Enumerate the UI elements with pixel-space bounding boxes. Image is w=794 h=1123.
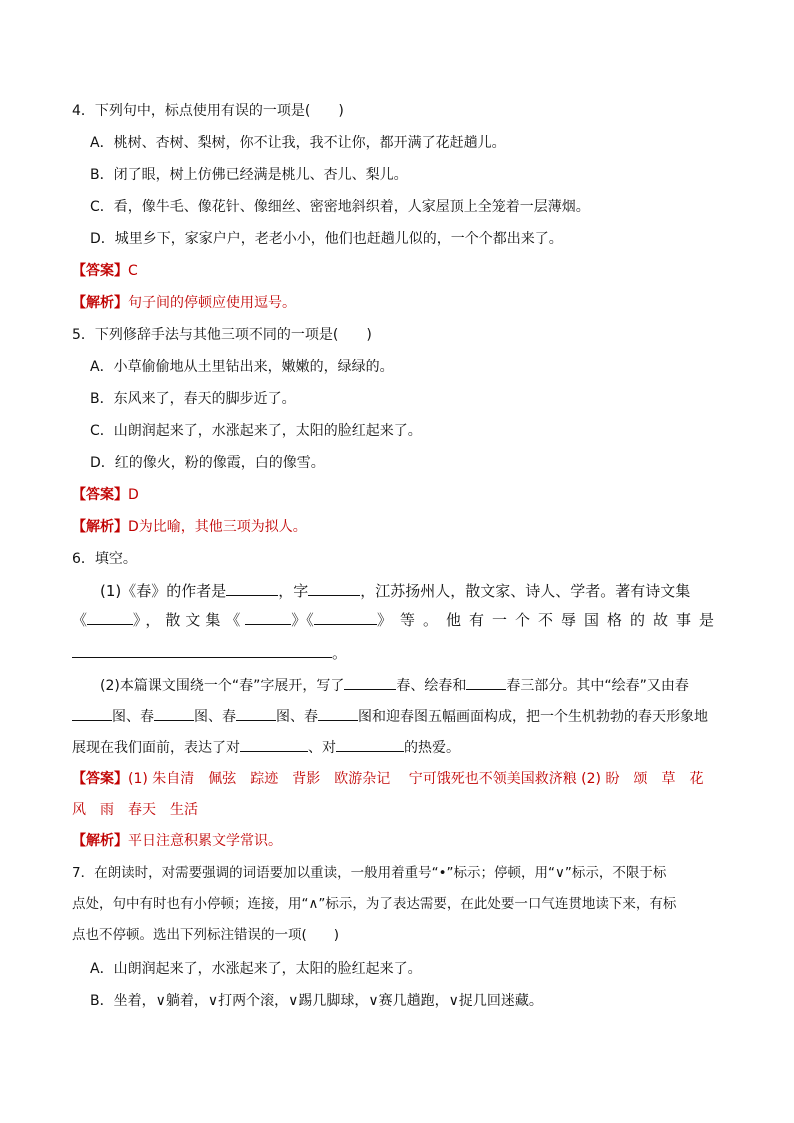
q6-text: ，字: [278, 582, 309, 600]
fill-blank[interactable]: [226, 581, 278, 596]
analysis-text: 句子间的停顿应使用逗号。: [128, 295, 296, 311]
answer-tag: 【答案】: [72, 771, 128, 787]
q6-part1-line1: [100, 581, 690, 601]
fill-blank[interactable]: [154, 706, 194, 721]
q6-text: ，江苏扬州人，散文家、诗人、学者。著有诗文集: [360, 582, 691, 600]
analysis-tag: 【解析】: [72, 295, 128, 311]
q7-stem-line2: 点处，句中有时也有小停顿；连接，用“∧”标示，为了表达需要，在此处要一口气连贯地读下来，有标: [72, 896, 677, 912]
q4-option-b: B．闭了眼，树上仿佛已经满是桃儿、杏儿、梨儿。: [90, 167, 408, 183]
q6-text: 的热爱。: [404, 740, 460, 756]
q6-text: 》等。他有一个不辱国格的故事是: [376, 611, 722, 629]
analysis-text: D为比喻，其他三项为拟人。: [128, 519, 307, 535]
q5-option-d: D．红的像火，粉的像霞，白的像雪。: [90, 455, 325, 471]
fill-blank[interactable]: [236, 706, 276, 721]
q6-text: 图、春: [194, 709, 236, 725]
fill-blank[interactable]: [314, 610, 377, 625]
q6-text: 图和迎春图五幅画面构成，把一个生机勃勃的春天形象地: [358, 709, 708, 725]
q6-text: 、对: [308, 740, 336, 756]
analysis-text: 平日注意积累文学常识。: [128, 833, 282, 849]
answer-tag: 【答案】: [72, 263, 128, 279]
q5-stem: 5．下列修辞手法与其他三项不同的一项是( ): [72, 327, 372, 343]
q4-analysis: [72, 293, 296, 313]
answer-text: D: [128, 487, 139, 503]
fill-blank[interactable]: [344, 675, 396, 690]
answer-tag: 【答案】: [72, 487, 128, 503]
q6-analysis: [72, 831, 282, 851]
q6-answer: [72, 769, 703, 789]
q6-text: 图、春: [276, 709, 318, 725]
q7-stem-line3: 点也不停顿。选出下列标注错误的一项( ): [72, 927, 340, 943]
fill-blank[interactable]: [87, 610, 133, 625]
q6-text: 春、绘春和: [396, 678, 467, 694]
answer-text: C: [128, 263, 138, 279]
q6-text: 展现在我们面前，表达了对: [72, 740, 240, 756]
answer-text: 风 雨 春天 生活: [72, 802, 198, 818]
fill-blank[interactable]: [240, 737, 308, 752]
fill-blank[interactable]: [245, 610, 291, 625]
q6-text: 》，散文集《: [132, 611, 246, 629]
q4-option-a: A．桃树、杏树、梨树，你不让我，我不让你，都开满了花赶趟儿。: [90, 135, 506, 151]
analysis-tag: 【解析】: [72, 833, 128, 849]
q6-part2-line3: [72, 737, 460, 758]
q6-text: 《: [72, 611, 88, 629]
q6-part2-line2: [72, 706, 708, 727]
q4-stem: 4．下列句中，标点使用有误的一项是( ): [72, 103, 344, 119]
q6-part1-line3: [72, 643, 347, 663]
fill-blank[interactable]: [466, 675, 506, 690]
q5-answer: [72, 485, 139, 505]
q6-text: 图、春: [112, 709, 154, 725]
q4-option-c: C．看，像牛毛、像花针、像细丝、密密地斜织着，人家屋顶上全笼着一层薄烟。: [90, 199, 590, 215]
q6-stem: 6．填空。: [72, 551, 137, 567]
fill-blank[interactable]: [72, 643, 332, 658]
fill-blank[interactable]: [72, 706, 112, 721]
fill-blank[interactable]: [336, 737, 404, 752]
q6-text: (1)《春》的作者是: [100, 582, 227, 600]
q6-answer-cont: [72, 800, 198, 820]
q6-text: 。: [332, 644, 348, 662]
q6-part2-line1: [100, 675, 689, 696]
q6-text: (2)本篇课文围绕一个“春”字展开，写了: [100, 678, 345, 694]
analysis-tag: 【解析】: [72, 519, 128, 535]
q6-part1-line2: [72, 610, 722, 630]
answer-text: (1) 朱自清 佩弦 踪迹 背影 欧游杂记 宁可饿死也不领美国救济粮 (2) 盼 颂 草 花: [128, 771, 704, 787]
q7-option-a: A．山朗润起来了，水涨起来了，太阳的脸红起来了。: [90, 961, 422, 977]
q6-text: 》《: [291, 611, 314, 629]
q7-stem-line1: 7．在朗读时，对需要强调的词语要加以重读，一般用着重号“•”标示；停顿，用“∨”标示，不限于标: [72, 865, 667, 881]
q4-option-d: D．城里乡下，家家户户，老老小小，他们也赶趟儿似的，一个个都出来了。: [90, 231, 563, 247]
fill-blank[interactable]: [308, 581, 360, 596]
q5-option-c: C．山朗润起来了，水涨起来了，太阳的脸红起来了。: [90, 423, 422, 439]
fill-blank[interactable]: [318, 706, 358, 721]
q7-option-b: B．坐着，∨躺着，∨打两个滚，∨踢几脚球，∨赛几趟跑，∨捉几回迷藏。: [90, 993, 543, 1009]
q5-option-b: B．东风来了，春天的脚步近了。: [90, 391, 296, 407]
q4-answer: [72, 261, 138, 281]
q5-option-a: A．小草偷偷地从土里钻出来，嫩嫩的，绿绿的。: [90, 359, 394, 375]
q6-text: 春三部分。其中“绘春”又由春: [506, 678, 689, 694]
q5-analysis: [72, 517, 307, 537]
